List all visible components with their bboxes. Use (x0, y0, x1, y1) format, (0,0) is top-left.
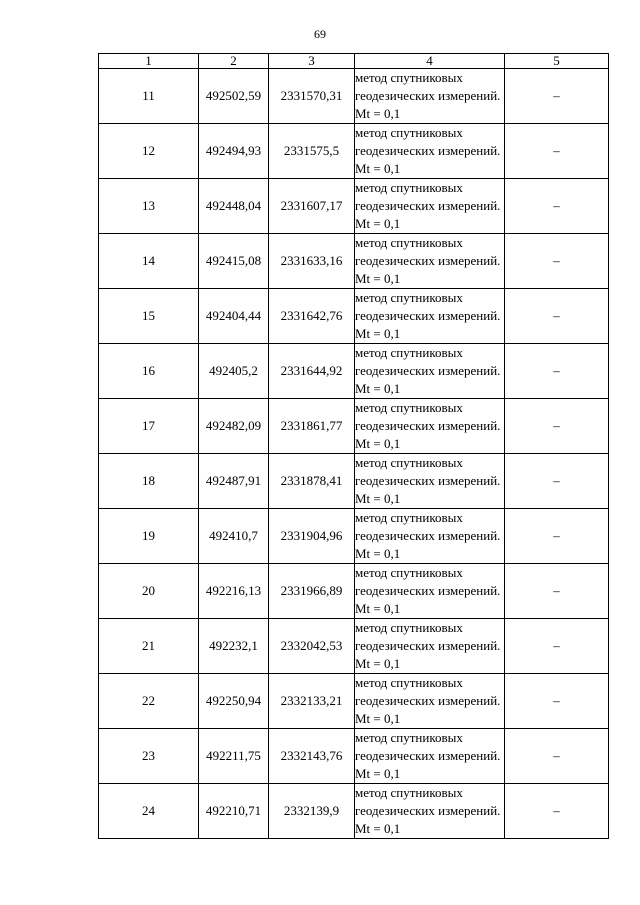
y-coordinate-cell: 2331644,92 (269, 344, 355, 399)
table-row (99, 509, 609, 564)
x-coordinate-cell: 492415,08 (199, 234, 269, 289)
point-number-cell: 11 (99, 69, 199, 124)
column5-cell: – (505, 509, 609, 564)
x-coordinate-cell: 492487,91 (199, 454, 269, 509)
column-header: 3 (269, 54, 355, 69)
column5-cell: – (505, 564, 609, 619)
y-coordinate-cell: 2331633,16 (269, 234, 355, 289)
page-number: 69 (314, 27, 326, 41)
column5-cell: – (505, 289, 609, 344)
table-row (99, 564, 609, 619)
point-number-cell: 19 (99, 509, 199, 564)
y-coordinate-cell: 2331904,96 (269, 509, 355, 564)
point-number-cell: 21 (99, 619, 199, 674)
column5-cell: – (505, 399, 609, 454)
column5-cell: – (505, 619, 609, 674)
method-cell: метод спутниковых геодезических измерений. Mt = 0,1 (355, 619, 505, 674)
column5-cell: – (505, 784, 609, 839)
y-coordinate-cell: 2332042,53 (269, 619, 355, 674)
point-number-cell: 14 (99, 234, 199, 289)
point-number-cell: 23 (99, 729, 199, 784)
y-coordinate-cell: 2332133,21 (269, 674, 355, 729)
point-number-cell: 13 (99, 179, 199, 234)
point-number-cell: 20 (99, 564, 199, 619)
x-coordinate-cell: 492211,75 (199, 729, 269, 784)
table-row (99, 729, 609, 784)
x-coordinate-cell: 492482,09 (199, 399, 269, 454)
x-coordinate-cell: 492502,59 (199, 69, 269, 124)
method-cell: метод спутниковых геодезических измерений. Mt = 0,1 (355, 509, 505, 564)
x-coordinate-cell: 492448,04 (199, 179, 269, 234)
x-coordinate-cell: 492494,93 (199, 124, 269, 179)
method-cell: метод спутниковых геодезических измерений. Mt = 0,1 (355, 69, 505, 124)
column5-cell: – (505, 454, 609, 509)
column5-cell: – (505, 69, 609, 124)
column5-cell: – (505, 124, 609, 179)
y-coordinate-cell: 2331861,77 (269, 399, 355, 454)
table-row (99, 619, 609, 674)
table-row (99, 784, 609, 839)
table-row (99, 399, 609, 454)
table-row (99, 289, 609, 344)
table-row (99, 179, 609, 234)
method-cell: метод спутниковых геодезических измерений. Mt = 0,1 (355, 729, 505, 784)
point-number-cell: 17 (99, 399, 199, 454)
y-coordinate-cell: 2331966,89 (269, 564, 355, 619)
column5-cell: – (505, 179, 609, 234)
method-cell: метод спутниковых геодезических измерений. Mt = 0,1 (355, 344, 505, 399)
method-cell: метод спутниковых геодезических измерений. Mt = 0,1 (355, 784, 505, 839)
method-cell: метод спутниковых геодезических измерений. Mt = 0,1 (355, 564, 505, 619)
y-coordinate-cell: 2331607,17 (269, 179, 355, 234)
table-row (99, 124, 609, 179)
point-number-cell: 24 (99, 784, 199, 839)
method-cell: метод спутниковых геодезических измерений. Mt = 0,1 (355, 454, 505, 509)
x-coordinate-cell: 492405,2 (199, 344, 269, 399)
table-row (99, 234, 609, 289)
x-coordinate-cell: 492232,1 (199, 619, 269, 674)
x-coordinate-cell: 492410,7 (199, 509, 269, 564)
y-coordinate-cell: 2332139,9 (269, 784, 355, 839)
x-coordinate-cell: 492210,71 (199, 784, 269, 839)
point-number-cell: 12 (99, 124, 199, 179)
y-coordinate-cell: 2331570,31 (269, 69, 355, 124)
column-header: 4 (355, 54, 505, 69)
coordinates-table (98, 53, 609, 839)
x-coordinate-cell: 492404,44 (199, 289, 269, 344)
column-header: 5 (505, 54, 609, 69)
column5-cell: – (505, 344, 609, 399)
column-header: 1 (99, 54, 199, 69)
table-row (99, 69, 609, 124)
x-coordinate-cell: 492250,94 (199, 674, 269, 729)
y-coordinate-cell: 2331878,41 (269, 454, 355, 509)
column-header: 2 (199, 54, 269, 69)
method-cell: метод спутниковых геодезических измерений. Mt = 0,1 (355, 399, 505, 454)
method-cell: метод спутниковых геодезических измерений. Mt = 0,1 (355, 124, 505, 179)
column5-cell: – (505, 674, 609, 729)
table-row (99, 344, 609, 399)
point-number-cell: 16 (99, 344, 199, 399)
y-coordinate-cell: 2332143,76 (269, 729, 355, 784)
method-cell: метод спутниковых геодезических измерений. Mt = 0,1 (355, 289, 505, 344)
method-cell: метод спутниковых геодезических измерений. Mt = 0,1 (355, 674, 505, 729)
table-row (99, 674, 609, 729)
y-coordinate-cell: 2331575,5 (269, 124, 355, 179)
point-number-cell: 18 (99, 454, 199, 509)
table-row (99, 454, 609, 509)
column5-cell: – (505, 234, 609, 289)
method-cell: метод спутниковых геодезических измерений. Mt = 0,1 (355, 179, 505, 234)
x-coordinate-cell: 492216,13 (199, 564, 269, 619)
y-coordinate-cell: 2331642,76 (269, 289, 355, 344)
point-number-cell: 15 (99, 289, 199, 344)
point-number-cell: 22 (99, 674, 199, 729)
table-header-row (99, 54, 609, 69)
method-cell: метод спутниковых геодезических измерений. Mt = 0,1 (355, 234, 505, 289)
column5-cell: – (505, 729, 609, 784)
